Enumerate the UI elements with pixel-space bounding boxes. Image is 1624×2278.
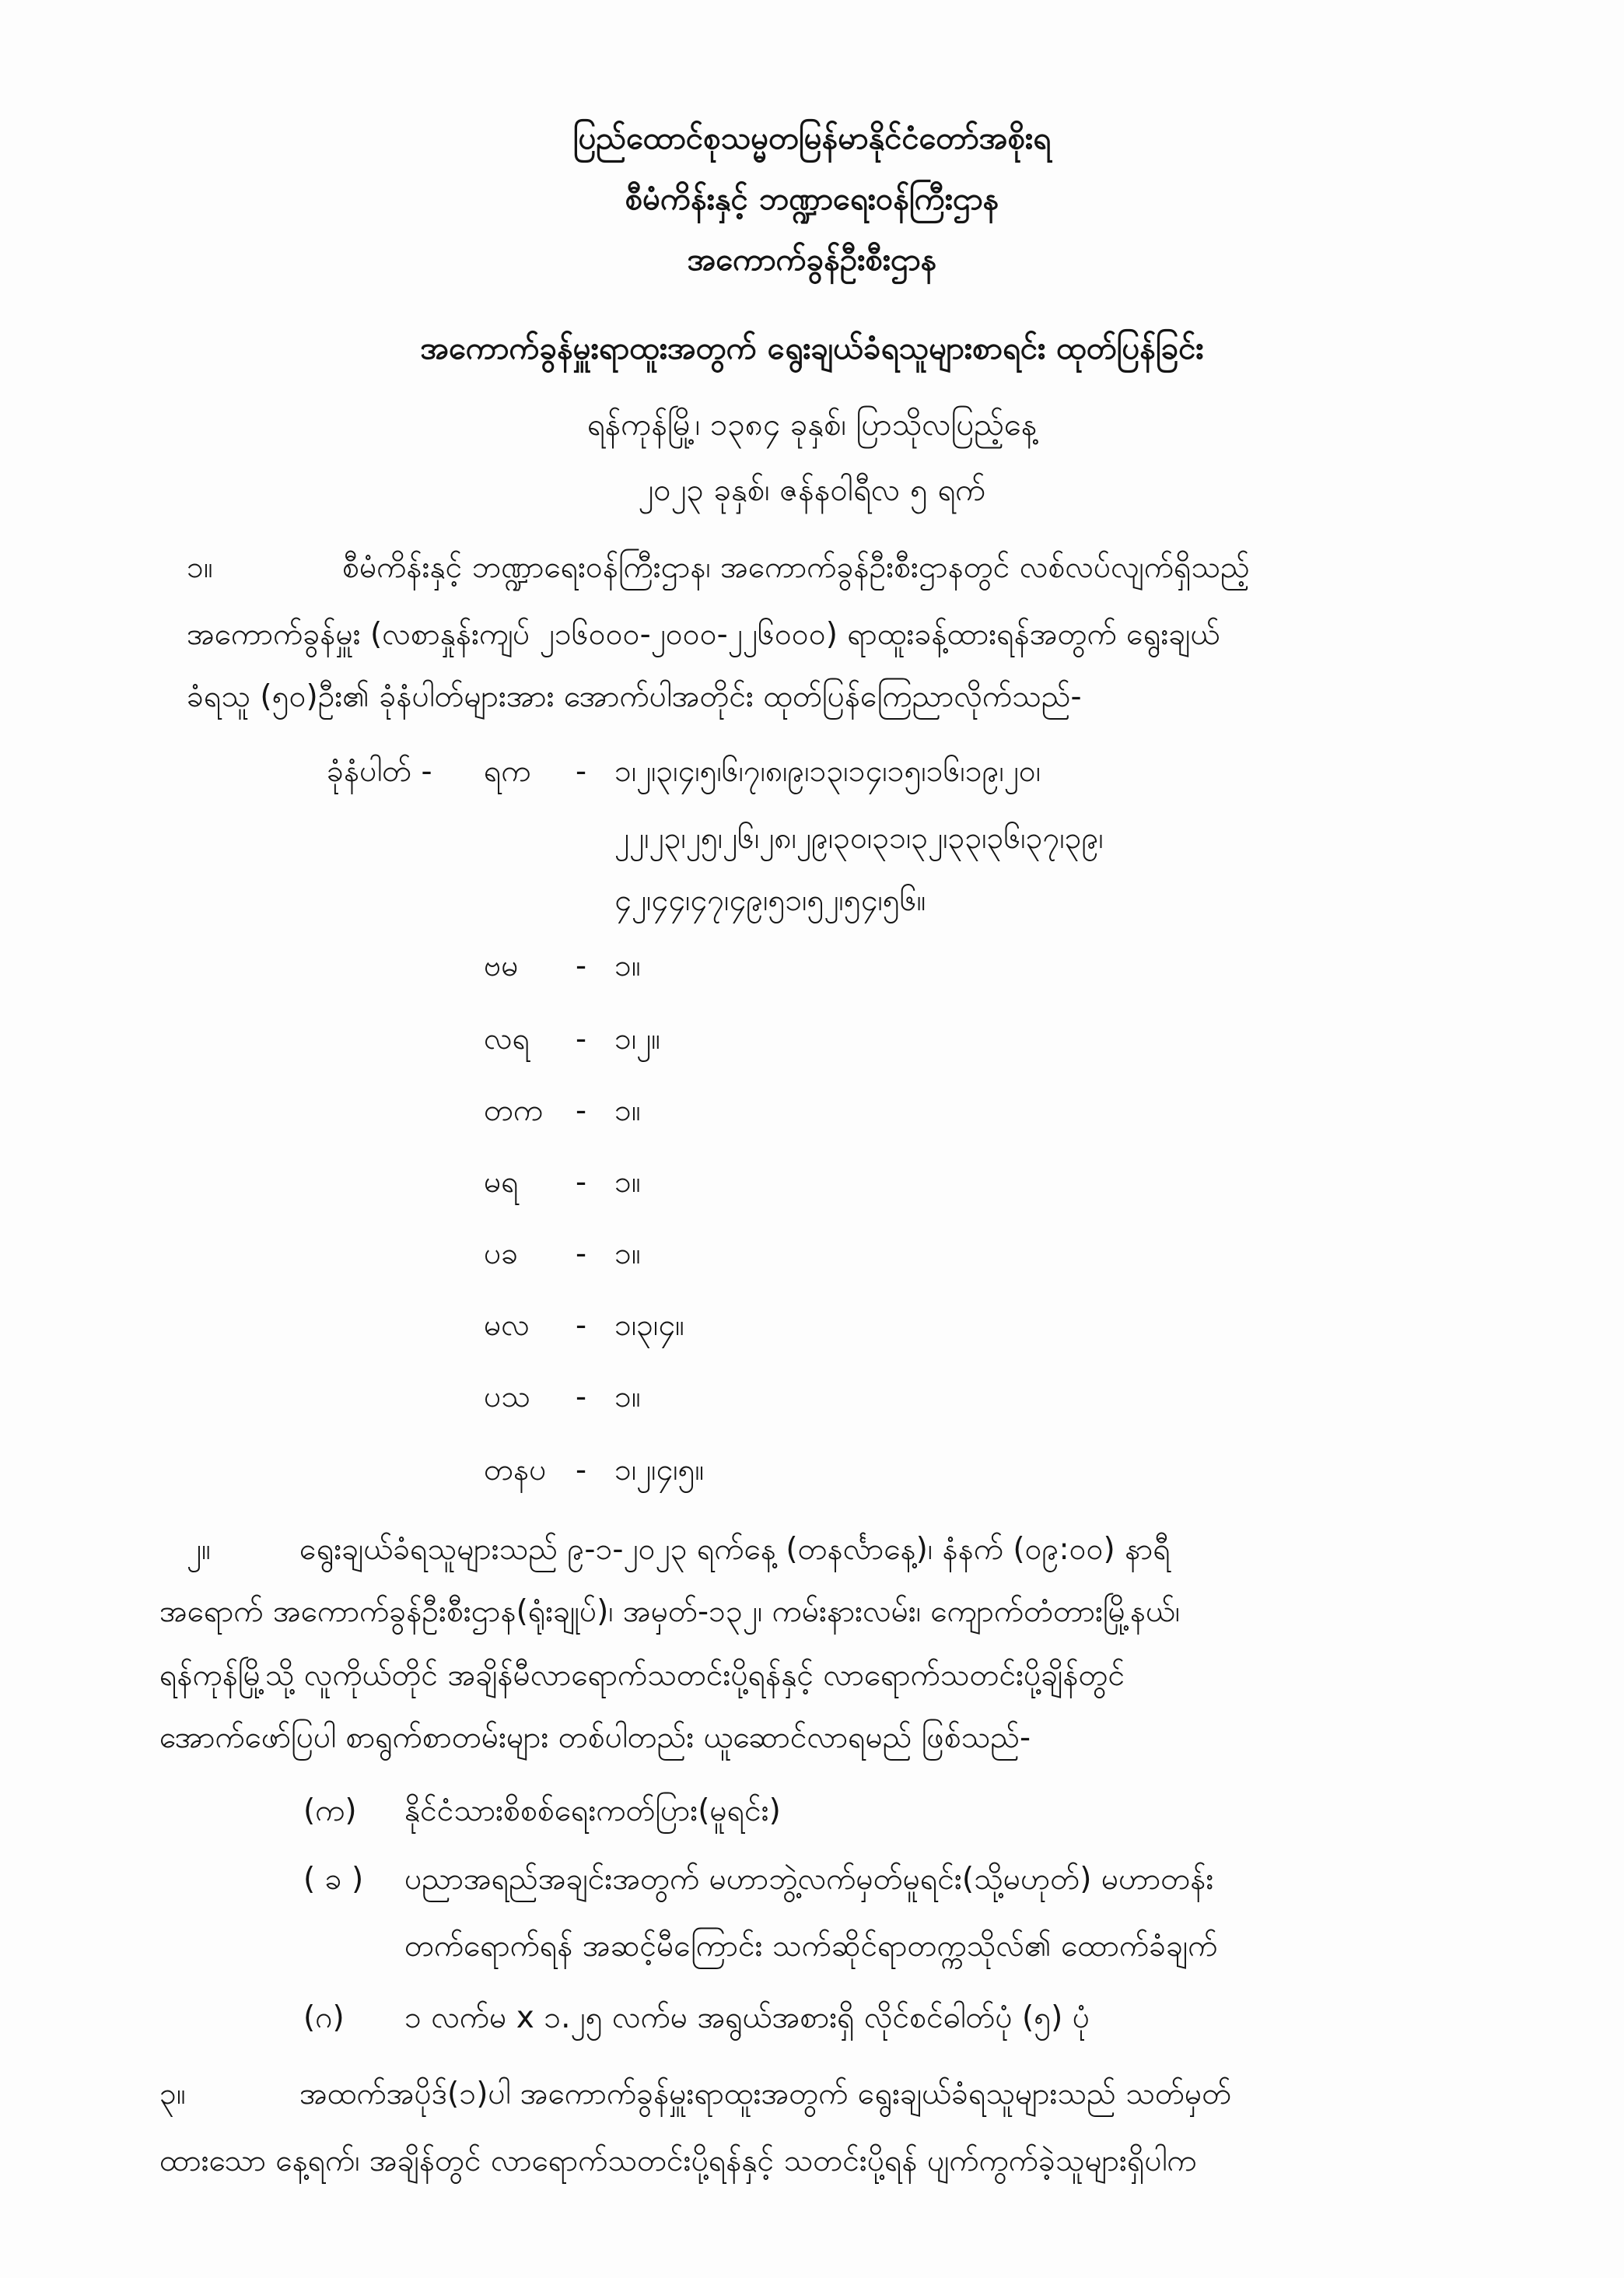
ministry-title: စီမံကိန်းနှင့် ဘဏ္ဍာရေးဝန်ကြီးဌာန xyxy=(625,181,999,217)
region-code: မရ xyxy=(484,1165,519,1200)
para2-line: အရောက် အကောက်ခွန်ဦးစီးဌာန(ရုံးချုပ်)၊ အမှတ်-၁၃၂၊ ကမ်းနားလမ်း၊ ကျောက်တံတားမြို့နယ်၊ xyxy=(159,1594,1181,1629)
list-marker: ( ခ ) xyxy=(303,1862,364,1897)
region-code: တက xyxy=(484,1093,544,1128)
seat-number-label: ခုံနံပါတ် - xyxy=(327,754,432,789)
seat-numbers: ၁၊၂၊၃၊၄၊၅၊၆၊၇၊၈၊၉၊၁၃၊၁၄၊၁၅၊၁၆၊၁၉၊၂၀၊ xyxy=(614,754,1041,789)
seat-numbers: ၁။ xyxy=(614,1379,641,1414)
region-code: မလ xyxy=(484,1308,530,1343)
para2-line: ရွေးချယ်ခံရသူများသည် ၉-၁-၂၀၂၃ ရက်နေ့ (တနင်္လာနေ့)၊ နံနက် (၀၉:၀၀) နာရီ xyxy=(299,1532,1171,1567)
seat-numbers: ၂၂၊၂၃၊၂၅၊၂၆၊၂၈၊၂၉၊၃၀၊၃၁၊၃၂၊၃၃၊၃၆၊၃၇၊၃၉၊ xyxy=(614,821,1104,856)
seat-numbers: ၁။ xyxy=(614,1165,641,1200)
para1-line: ခံရသူ (၅၀)ဦး၏ ခုံနံပါတ်များအား အောက်ပါအတိုင်း ထုတ်ပြန်ကြေညာလိုက်သည်- xyxy=(187,679,1082,714)
seat-numbers: ၁၊၃၊၄။ xyxy=(614,1308,684,1343)
row-dash: - xyxy=(576,1379,587,1414)
para3-number: ၃။ xyxy=(159,2076,186,2112)
department-title: အကောက်ခွန်ဦးစီးဌာန xyxy=(687,242,937,278)
announcement-date-myanmar: ရန်ကုန်မြို့၊ ၁၃၈၄ ခုနှစ်၊ ပြာသိုလပြည့်နေ့ xyxy=(586,407,1038,443)
list-marker: (က) xyxy=(303,1793,357,1828)
row-dash: - xyxy=(576,1453,587,1488)
para1-number: ၁။ xyxy=(187,550,213,585)
seat-numbers: ၄၂၊၄၄၊၄၇၊၄၉၊၅၁၊၅၂၊၅၄၊၅၆။ xyxy=(614,883,926,918)
list-marker: (ဂ) xyxy=(303,2000,345,2035)
announcement-date-gregorian: ၂၀၂၃ ခုနှစ်၊ ဇန်နဝါရီလ ၅ ရက် xyxy=(638,472,986,508)
list-item: နိုင်ငံသားစိစစ်ရေးကတ်ပြား(မူရင်း) xyxy=(404,1793,781,1828)
region-code: တနပ xyxy=(484,1453,547,1488)
region-code: ရက xyxy=(484,754,531,789)
row-dash: - xyxy=(576,754,587,789)
seat-numbers: ၁။ xyxy=(614,1093,641,1128)
region-code: ပခ xyxy=(484,1236,519,1271)
seat-numbers: ၁။ xyxy=(614,1236,641,1271)
para2-line: ရန်ကုန်မြို့သို့ လူကိုယ်တိုင် အချိန်မီလာရောက်သတင်းပို့ရန်နှင့် လာရောက်သတင်းပို့ချိန်တွင် xyxy=(159,1658,1125,1693)
seat-numbers: ၁။ xyxy=(614,948,641,983)
government-title: ပြည်ထောင်စုသမ္မတမြန်မာနိုင်ငံတော်အစိုးရ xyxy=(572,121,1052,156)
region-code: လရ xyxy=(484,1022,530,1057)
para3-line: အထက်အပိုဒ်(၁)ပါ အကောက်ခွန်မှူးရာထူးအတွက် ရွေးချယ်ခံရသူများသည် သတ်မှတ် xyxy=(299,2076,1232,2112)
para2-number: ၂။ xyxy=(187,1532,211,1567)
region-code: ပသ xyxy=(484,1379,530,1414)
row-dash: - xyxy=(576,948,587,983)
para3-line: ထားသော နေ့ရက်၊ အချိန်တွင် လာရောက်သတင်းပို့ရန်နှင့် သတင်းပို့ရန် ပျက်ကွက်ခဲ့သူများရှိပါက xyxy=(159,2143,1197,2178)
announcement-title: အကောက်ခွန်မှူးရာထူးအတွက် ရွေးချယ်ခံရသူများစာရင်း ထုတ်ပြန်ခြင်း xyxy=(420,331,1204,366)
row-dash: - xyxy=(576,1093,587,1128)
seat-numbers: ၁၊၂၊၄၊၅။ xyxy=(614,1453,705,1488)
para2-line: အောက်ဖော်ပြပါ စာရွက်စာတမ်းများ တစ်ပါတည်း ယူဆောင်လာရမည် ဖြစ်သည်- xyxy=(159,1720,1031,1755)
para1-line: စီမံကိန်းနှင့် ဘဏ္ဍာရေးဝန်ကြီးဌာန၊ အကောက်ခွန်ဦးစီးဌာနတွင် လစ်လပ်လျက်ရှိသည့် xyxy=(342,550,1250,585)
list-item: ပညာအရည်အချင်းအတွက် မဟာဘွဲ့လက်မှတ်မူရင်း(သို့မဟုတ်) မဟာတန်း xyxy=(404,1862,1214,1897)
region-code: ဗမ xyxy=(484,948,519,983)
list-item: တက်ရောက်ရန် အဆင့်မီကြောင်း သက်ဆိုင်ရာတက္ကသိုလ်၏ ထောက်ခံချက် xyxy=(404,1929,1218,1964)
seat-numbers: ၁၊၂။ xyxy=(614,1022,661,1057)
row-dash: - xyxy=(576,1165,587,1200)
para1-line: အကောက်ခွန်မှူး (လစာနှုန်းကျပ် ၂၁၆၀၀၀-၂၀၀၀-၂၂၆၀၀၀) ရာထူးခန့်ထားရန်အတွက် ရွေးချယ် xyxy=(187,617,1220,652)
row-dash: - xyxy=(576,1022,587,1057)
list-item: ၁ လက်မ x ၁.၂၅ လက်မ အရွယ်အစားရှိ လိုင်စင်ဓါတ်ပုံ (၅) ပုံ xyxy=(404,2000,1090,2035)
row-dash: - xyxy=(576,1236,587,1271)
row-dash: - xyxy=(576,1308,587,1343)
